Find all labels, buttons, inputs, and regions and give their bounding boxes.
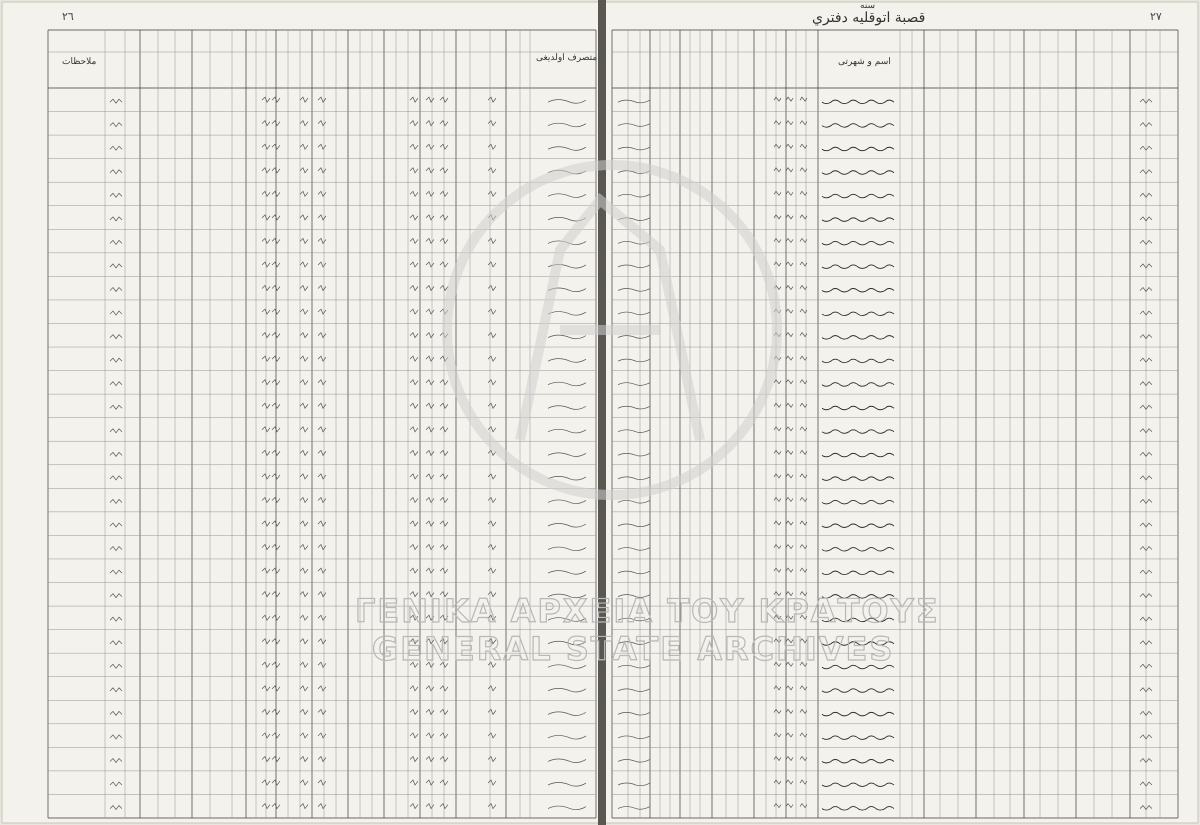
owner-header: متصرف اولدیغی (536, 53, 598, 63)
remarks-header: ملاحظات (62, 57, 97, 67)
right-page-title: قصبة اتوقليه دفتري (812, 10, 926, 26)
name-header: اسم و شهرتی (838, 57, 891, 67)
watermark-english: GENERAL STATE ARCHIVES (372, 630, 895, 668)
watermark-greek: ΓΕΝΙΚΑ ΑΡΧΕΙΑ ΤΟΥ ΚΡΑΤΟΥΣ (355, 592, 940, 630)
left-page-number: ٢٦ (62, 10, 74, 23)
right-page-number: ٢٧ (1150, 10, 1162, 23)
left-page (2, 2, 602, 823)
book-gutter (598, 0, 606, 825)
right-page-title-sub: سنه (860, 1, 876, 11)
